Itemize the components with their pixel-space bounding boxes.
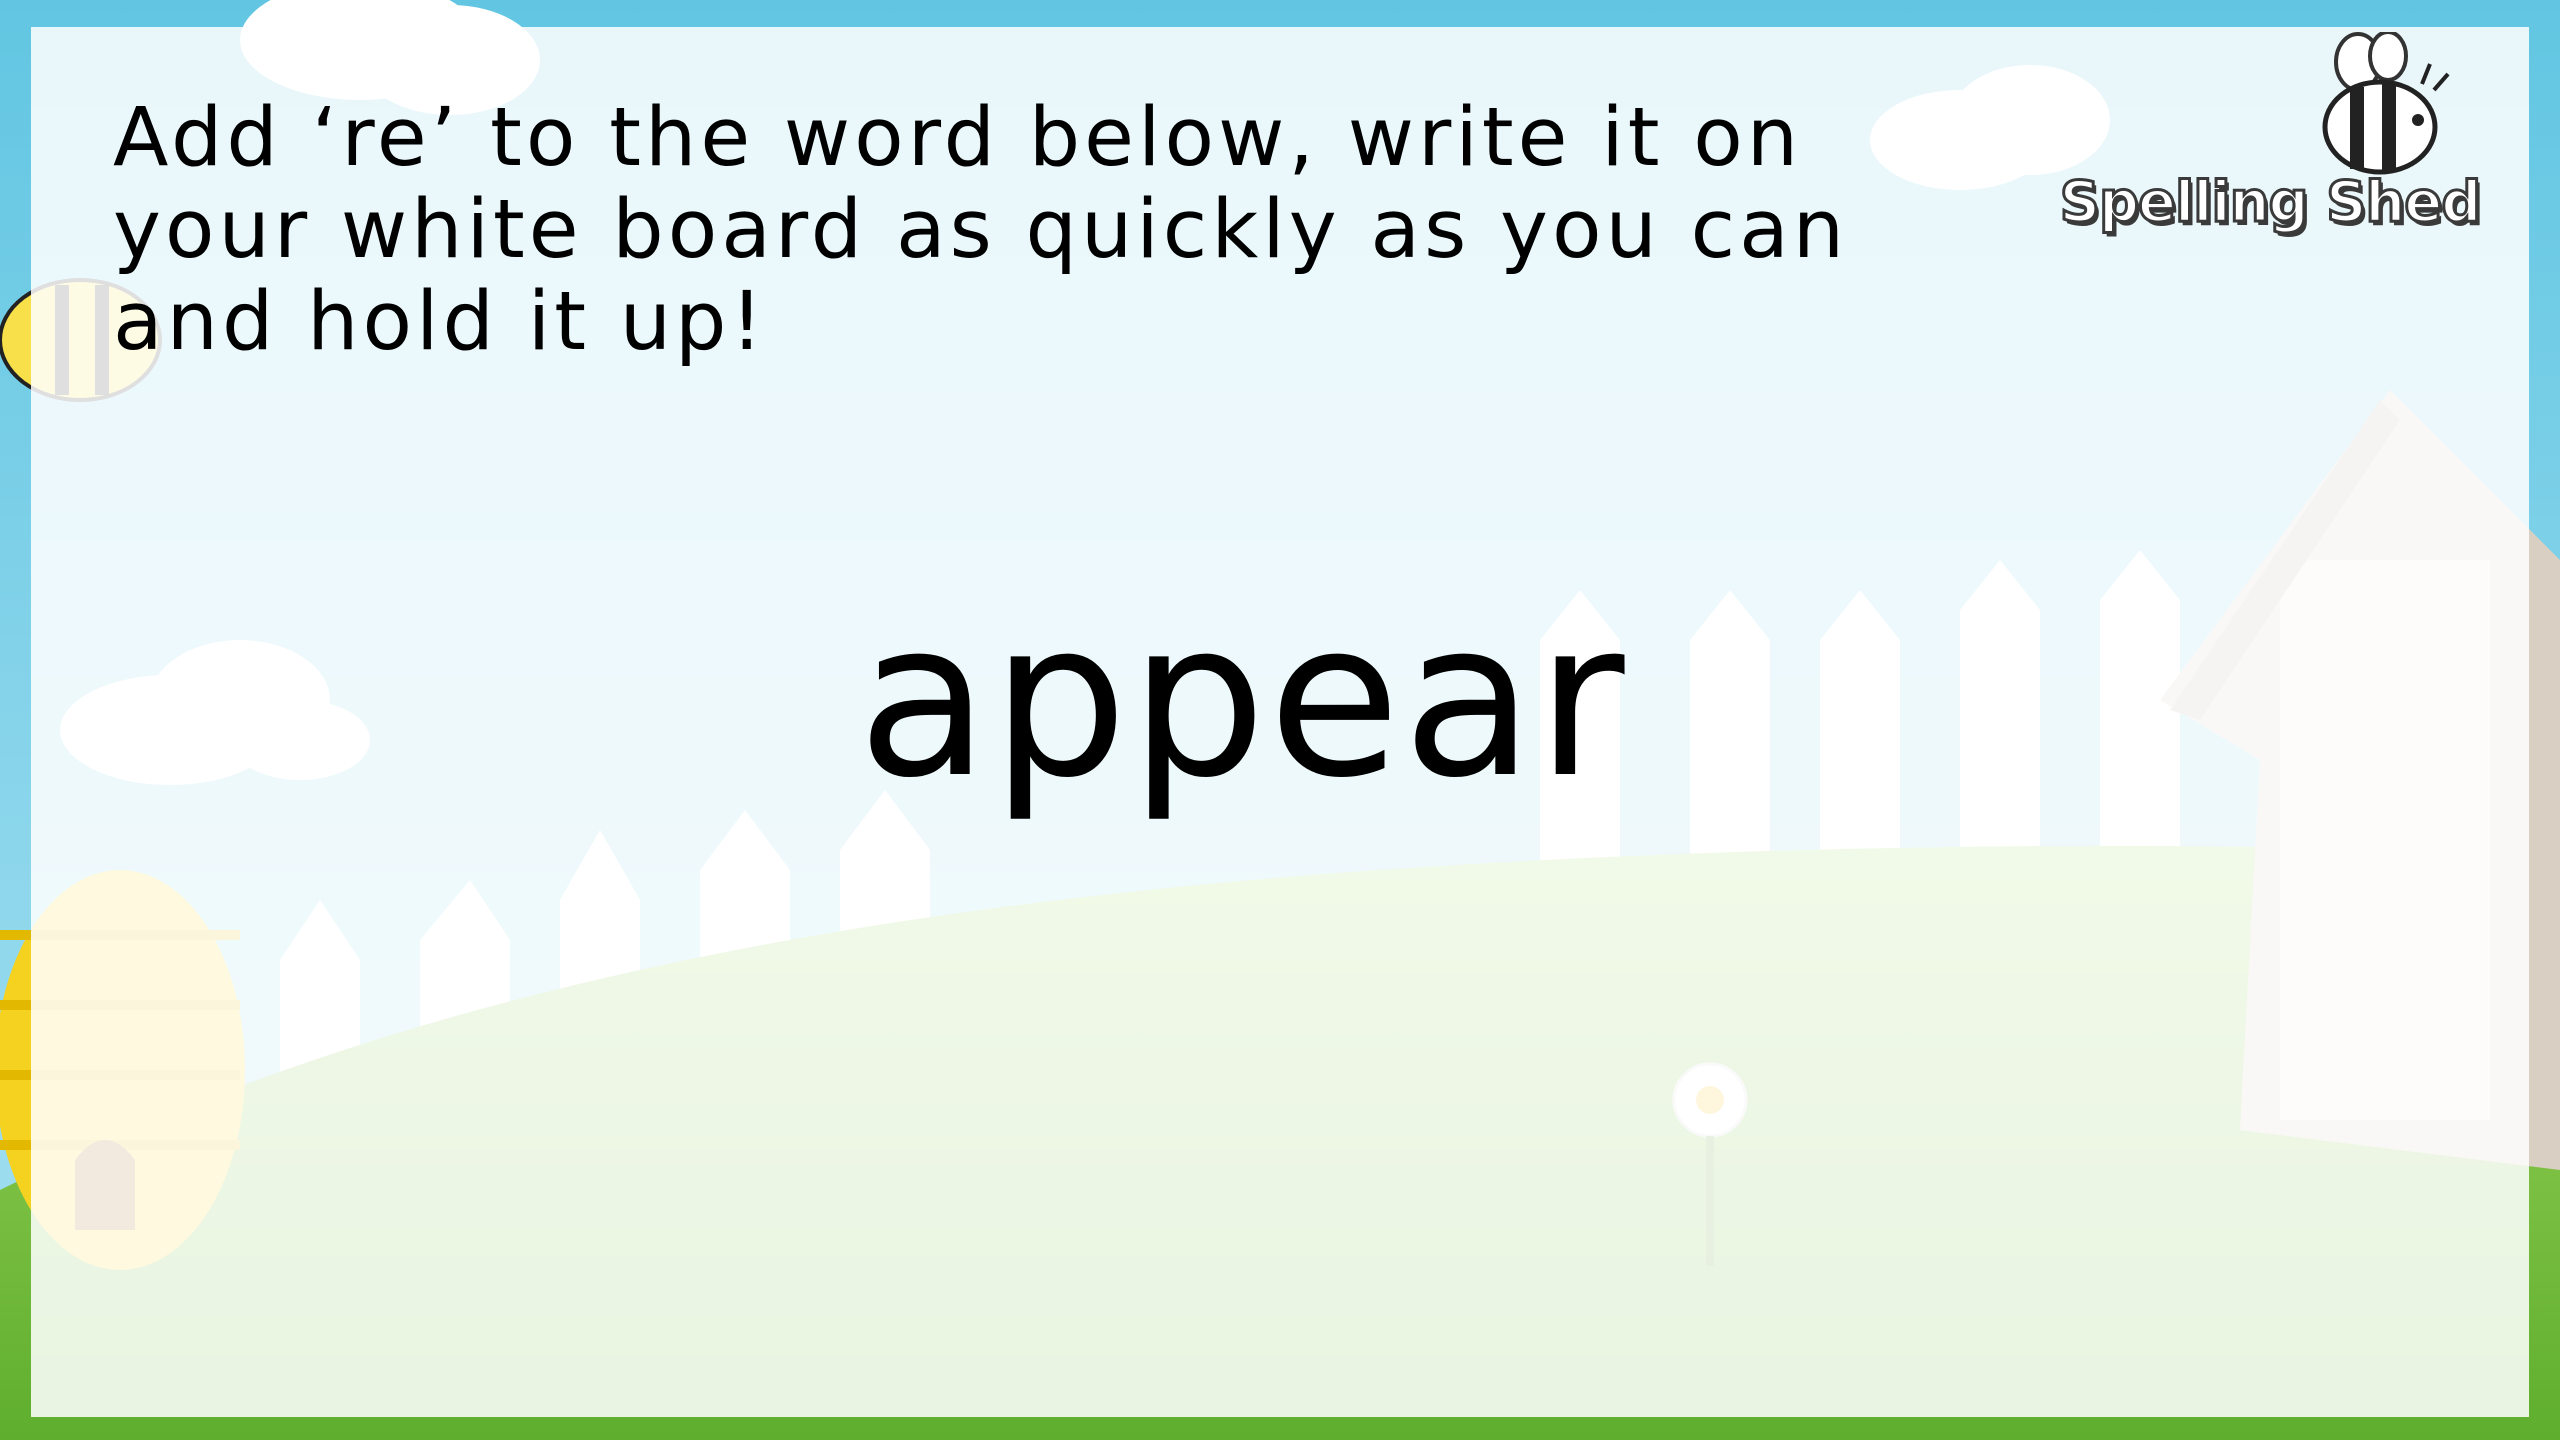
logo-text: Spelling Shed bbox=[2059, 170, 2481, 235]
bee-icon bbox=[2310, 32, 2460, 182]
instruction-text: Add ‘re’ to the word below, write it on your white board as quickly as you can and hold it up! bbox=[113, 91, 1849, 369]
target-word: appear bbox=[857, 574, 1627, 825]
spelling-shed-logo bbox=[2050, 32, 2490, 262]
